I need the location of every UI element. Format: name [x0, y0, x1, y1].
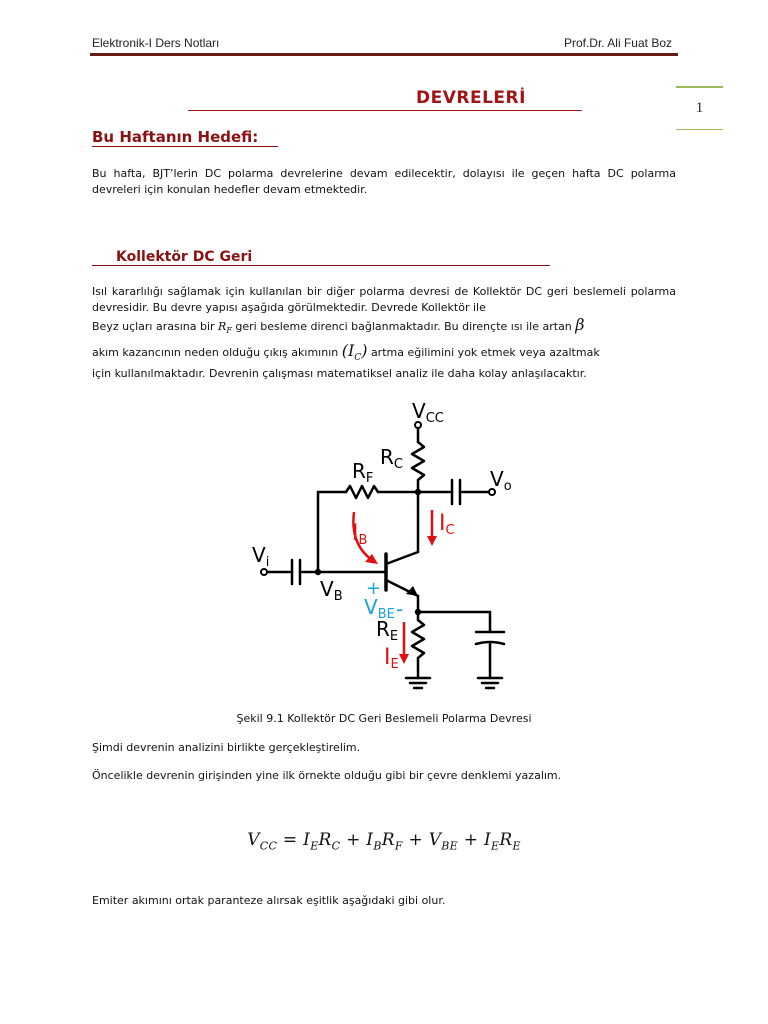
page-number-top-rule — [676, 86, 723, 88]
line2-text-a: Beyz uçları arasına bir — [92, 320, 215, 333]
rc-label: $R_C$ — [380, 445, 403, 472]
paragraph-line-1: Isıl kararlılığı sağlamak için kullanılan bir diğer polarma devresi de Kollektör DC geri beslemeli polarma devresidir. Bu devre yapısı aşağıda görülmektedir. Devrede Kollektör ile — [92, 285, 676, 314]
ic-label: IC — [439, 511, 455, 538]
section-heading-collector-feedback-underline — [92, 265, 550, 266]
section-heading-collector-feedback: Kollektör DC Geri — [116, 249, 253, 265]
vbe-plus-sign: + — [366, 578, 382, 599]
figure-caption: Şekil 9.1 Kollektör DC Geri Beslemeli Polarma Devresi — [236, 712, 532, 725]
ie-arrowhead-icon — [399, 654, 409, 664]
ic-symbol: $(I_C)$ — [341, 340, 368, 363]
paragraph-line-3 — [92, 340, 676, 367]
page-number-bottom-rule — [676, 129, 723, 130]
vi-label: $V_i$ — [252, 543, 270, 570]
re-label: $R_E$ — [376, 617, 399, 644]
line3-text-a: akım kazancının neden olduğu çıkış akımının — [92, 345, 339, 359]
rf-symbol: $R_F$ — [218, 320, 232, 336]
title-underline — [188, 110, 582, 111]
collector-feedback-paragraph — [92, 284, 676, 382]
ie-label: IE — [384, 645, 399, 672]
paragraph-line-2 — [92, 317, 676, 339]
collector-node — [415, 489, 421, 495]
header-course-title: Elektronik-I Ders Notları — [92, 36, 220, 50]
emitter-factor-paragraph: Emiter akımını ortak paranteze alırsak eşitlik aşağıdaki gibi olur. — [92, 894, 446, 907]
collector-feedback-circuit-diagram — [246, 394, 536, 694]
ib-label: IB — [352, 521, 368, 548]
rf-resistor — [346, 486, 378, 498]
loop-equation-paragraph: Öncelikle devrenin girişinden yine ilk örnekte olduğu gibi bir çevre denklemi yazalım. — [92, 769, 562, 782]
rf-label: $R_F$ — [352, 459, 374, 486]
page-title: DEVRELERİ — [416, 88, 526, 108]
transistor-collector-lead — [386, 552, 418, 564]
vb-label: $V_B$ — [320, 577, 343, 604]
rc-resistor — [412, 442, 424, 480]
paragraph-line-4: için kullanılmaktadır. Devrenin çalışması matematiksel analiz ile daha kolay anlaşılacaktır. — [92, 367, 587, 381]
vo-label: $V_o$ — [490, 467, 512, 494]
beta-symbol: β — [575, 315, 585, 334]
re-resistor — [412, 620, 424, 658]
base-node — [315, 569, 321, 575]
kvl-equation: $V_{CC} = I_ER_C + I_BR_F + V_{BE} + I_ER_E$ — [247, 830, 521, 853]
emitter-node — [415, 609, 421, 615]
analysis-intro-paragraph: Şimdi devrenin analizini birlikte gerçekleştirelim. — [92, 741, 361, 754]
page-number: 1 — [695, 100, 704, 116]
vbe-minus-sign: - — [396, 597, 404, 621]
goals-paragraph: Bu hafta, BJT’lerin DC polarma devrelerine devam edilecektir, dolayısı ile geçen hafta DC polarma devreleri için konulan hedefler devam etmektedir. — [92, 167, 676, 196]
vbe-label: $V_{BE}$ — [364, 595, 395, 622]
line2-text-b: geri besleme direnci bağlanmaktadır. Bu dirençte ısı ile artan — [235, 320, 572, 333]
line3-text-b: artma eğilimini yok etmek veya azaltmak — [370, 345, 600, 359]
section-heading-goals: Bu Haftanın Hedefi: — [92, 128, 259, 146]
vcc-label: $V_{CC}$ — [412, 399, 444, 426]
header-rule — [90, 53, 678, 56]
header-author: Prof.Dr. Ali Fuat Boz — [563, 36, 672, 50]
ic-arrowhead-icon — [427, 536, 437, 546]
section-heading-goals-underline — [92, 146, 278, 147]
